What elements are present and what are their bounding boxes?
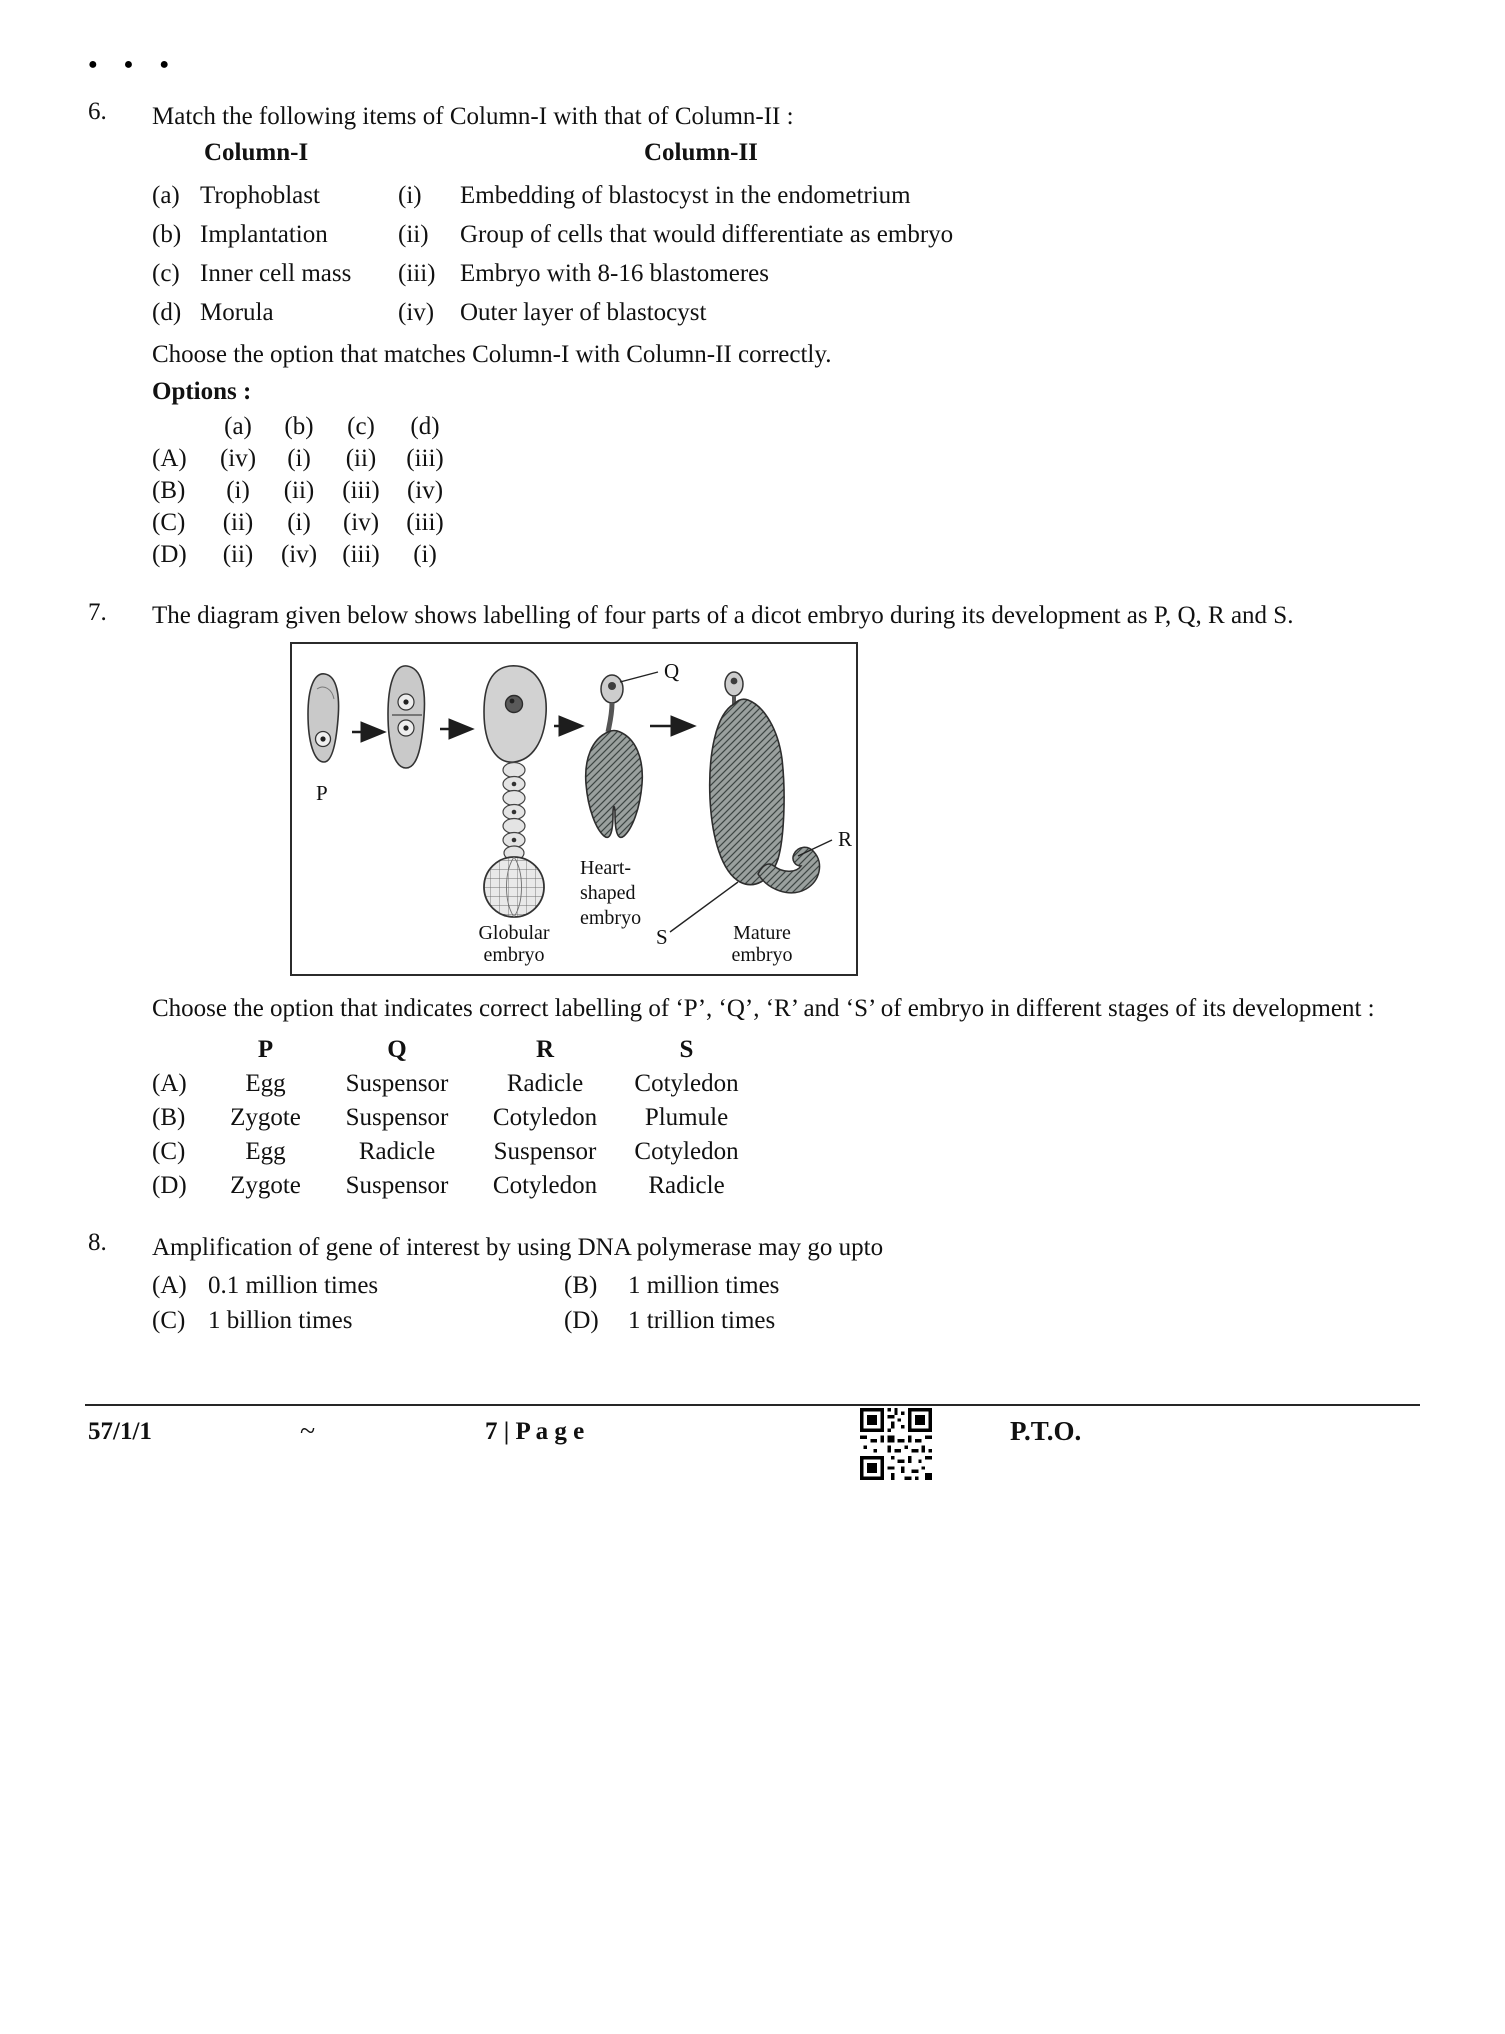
q7-embryo-diagram — [290, 642, 858, 976]
q6-option-value: (iv) — [219, 445, 257, 472]
heart-embryo-label-line2: shaped — [580, 882, 636, 904]
q6-match-term: Morula — [200, 299, 274, 326]
s-pointer-line — [670, 882, 738, 932]
q7-options-table — [152, 1033, 1420, 1203]
q8-option-text: 0.1 million times — [208, 1272, 379, 1299]
q6-match-desc: Embryo with 8-16 blastomeres — [460, 260, 769, 287]
q7-option-value: Suspensor — [345, 1070, 449, 1097]
q6-match-key: (b) — [152, 221, 182, 248]
mature-embryo-label-line1: Mature — [733, 922, 791, 944]
q6-match-term: Implantation — [200, 221, 328, 248]
q7-option-value: Cotyledon — [492, 1172, 598, 1199]
heart-embryo-label-line1: Heart- — [580, 857, 632, 879]
q6-grid-header-a: (a) — [224, 413, 252, 440]
q7-option-label: (B) — [152, 1104, 186, 1131]
q6-match-roman: (iv) — [398, 299, 435, 326]
q8-options-grid — [152, 1268, 1420, 1338]
q6-match-key: (a) — [152, 182, 180, 209]
q6-options-grid — [152, 411, 1420, 571]
pto-label: P.T.O. — [1010, 1416, 1082, 1446]
q7-option-value: Plumule — [644, 1104, 729, 1131]
globular-embryo-label-line1: Globular — [478, 922, 550, 944]
q7-option-label: (D) — [152, 1172, 187, 1199]
q7-header-s: S — [679, 1036, 694, 1063]
q6-match-desc: Embedding of blastocyst in the endometrium — [460, 182, 911, 209]
q7-option-value: Zygote — [230, 1172, 301, 1199]
q6-column1-header: Column-I — [204, 139, 309, 166]
q6-options-label: Options : — [152, 378, 252, 405]
paper-code: 57/1/1 — [88, 1418, 152, 1445]
question-7-number: 7. — [88, 599, 107, 626]
q6-match-roman: (iii) — [398, 260, 436, 287]
q8-option-label: (A) — [152, 1272, 187, 1299]
q6-option-label: (D) — [152, 541, 187, 568]
q6-option-value: (iii) — [342, 477, 380, 504]
question-7-prompt: The diagram given below shows labelling of four parts of a dicot embryo during its development as P, Q, R and S. — [152, 602, 1294, 629]
q6-option-value: (iv) — [280, 541, 318, 568]
q6-option-value: (ii) — [345, 445, 377, 472]
page-content — [88, 56, 1420, 1338]
question-6-prompt: Match the following items of Column-I with that of Column-II : — [152, 103, 794, 130]
q8-option-label: (C) — [152, 1307, 186, 1334]
q6-option-value: (ii) — [222, 541, 254, 568]
q6-option-value: (iii) — [342, 541, 380, 568]
q6-match-term: Inner cell mass — [200, 260, 352, 287]
qr-code — [860, 1408, 932, 1485]
mature-stage — [710, 672, 832, 893]
q7-header-p: P — [257, 1036, 274, 1063]
q6-option-value: (iv) — [406, 477, 444, 504]
q6-match-key: (d) — [152, 299, 182, 326]
q8-option-text: 1 million times — [628, 1272, 780, 1299]
q6-grid-spacer — [152, 411, 208, 443]
q6-option-value: (iii) — [406, 445, 444, 472]
question-8-number: 8. — [88, 1229, 107, 1256]
two-cell-stage — [388, 666, 424, 768]
q6-choose-text: Choose the option that matches Column-I with Column-II correctly. — [152, 341, 832, 368]
q7-option-value: Radicle — [648, 1172, 725, 1199]
question-7 — [88, 599, 1420, 1203]
question-8 — [88, 1229, 1420, 1338]
q8-option-label: (B) — [564, 1272, 598, 1299]
q7-header-q: Q — [387, 1036, 407, 1063]
q7-option-value: Cotyledon — [492, 1104, 598, 1131]
label-s: S — [656, 925, 668, 949]
q6-option-value: (ii) — [283, 477, 315, 504]
heart-embryo-label-line3: embryo — [580, 907, 642, 929]
embryo-development-figure — [292, 644, 856, 974]
q7-option-value: Suspensor — [345, 1172, 449, 1199]
q6-option-value: (ii) — [222, 509, 254, 536]
q6-match-desc: Group of cells that would differentiate as embryo — [460, 221, 954, 248]
q6-option-value: (iv) — [342, 509, 380, 536]
q6-option-label: (A) — [152, 445, 187, 472]
q7-option-value: Suspensor — [345, 1104, 449, 1131]
q7-option-value: Cotyledon — [634, 1070, 739, 1097]
q6-match-key: (c) — [152, 260, 180, 287]
q6-match-table — [152, 181, 1420, 328]
q7-option-value: Cotyledon — [634, 1138, 739, 1165]
mature-embryo-label-line2: embryo — [731, 944, 793, 966]
q7-option-label: (C) — [152, 1138, 186, 1165]
label-p: P — [316, 781, 328, 805]
q7-grid-spacer — [152, 1033, 208, 1067]
q6-match-roman: (i) — [398, 182, 422, 209]
question-8-prompt: Amplification of gene of interest by using DNA polymerase may go upto — [152, 1234, 884, 1261]
q6-grid-header-c: (c) — [347, 413, 375, 440]
q6-option-value: (iii) — [406, 509, 444, 536]
q7-header-r: R — [535, 1036, 555, 1063]
footer-tilde: ~ — [300, 1416, 316, 1447]
q7-option-value: Radicle — [506, 1070, 584, 1097]
q6-option-value: (i) — [226, 477, 250, 504]
q7-choose-text: Choose the option that indicates correct labelling of ‘P’, ‘Q’, ‘R’ and ‘S’ of embryo in different stages of its development : — [152, 995, 1375, 1022]
q6-column2-header: Column-II — [644, 139, 758, 166]
q6-match-desc: Outer layer of blastocyst — [460, 299, 707, 326]
q7-option-label: (A) — [152, 1070, 187, 1097]
globular-embryo-label-line2: embryo — [483, 944, 545, 966]
q6-option-label: (C) — [152, 509, 186, 536]
question-6-number: 6. — [88, 98, 107, 125]
q7-option-value: Egg — [245, 1070, 286, 1097]
q8-option-text: 1 trillion times — [628, 1307, 776, 1334]
q8-option-text: 1 billion times — [208, 1307, 353, 1334]
page-number: 7 | P a g e — [485, 1418, 585, 1445]
globular-stage — [484, 666, 546, 917]
label-r: R — [838, 827, 853, 851]
zygote-stage — [308, 674, 339, 762]
q6-grid-header-b: (b) — [284, 413, 314, 440]
q6-match-term: Trophoblast — [200, 182, 320, 209]
q6-option-value: (i) — [413, 541, 437, 568]
label-q: Q — [664, 659, 680, 683]
q6-option-value: (i) — [287, 509, 311, 536]
top-bullets: ●●● — [88, 56, 195, 73]
q8-option-label: (D) — [564, 1307, 599, 1334]
q7-option-value: Zygote — [230, 1104, 301, 1131]
q6-option-value: (i) — [287, 445, 311, 472]
q7-option-value: Suspensor — [493, 1138, 597, 1165]
question-6 — [88, 98, 1420, 571]
q6-column-headers — [152, 139, 1420, 181]
page-footer — [85, 1404, 1420, 1514]
q6-grid-header-d: (d) — [410, 413, 440, 440]
q7-option-value: Radicle — [358, 1138, 436, 1165]
q6-option-label: (B) — [152, 477, 186, 504]
q6-match-roman: (ii) — [398, 221, 429, 248]
heart-stage — [586, 672, 658, 837]
q7-option-value: Egg — [245, 1138, 286, 1165]
